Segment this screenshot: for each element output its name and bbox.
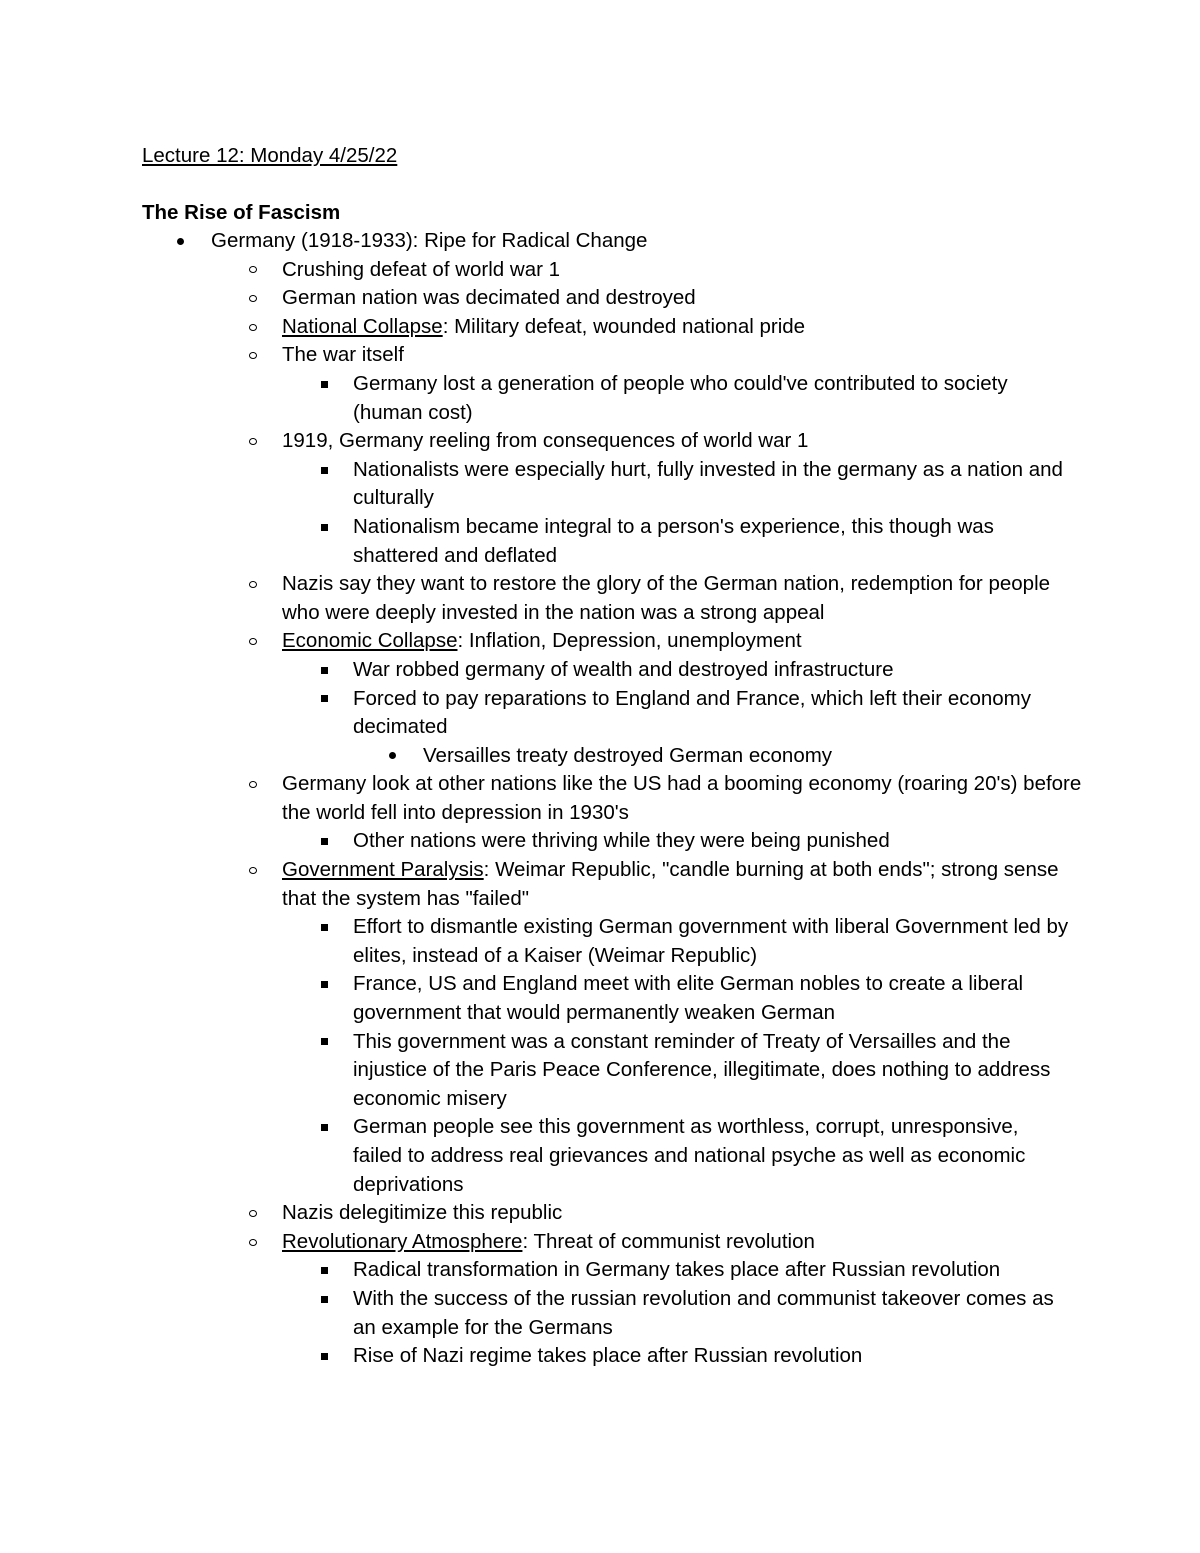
list-item: Government Paralysis: Weimar Republic, "candle burning at both ends"; strong sense that the system has "failed" [282,856,1082,913]
topic-label: Economic Collapse [282,629,458,653]
hollow-circle-bullet-icon [246,770,260,799]
hollow-circle-bullet-icon [246,570,260,599]
square-bullet-icon [317,1028,331,1057]
square-bullet-icon [317,913,331,942]
list-item: German people see this government as worthless, corrupt, unresponsive, failed to address real grievances and national psyche as well as economic deprivations [353,1113,1073,1199]
section-heading: The Rise of Fascism [142,201,341,224]
lecture-outline [0,227,1200,1371]
list-item: Versailles treaty destroyed German economy [423,742,1073,771]
list-item: Forced to pay reparations to England and France, which left their economy decimated [353,685,1073,742]
list-item: 1919, Germany reeling from consequences of world war 1 [282,427,1082,456]
filled-circle-bullet-icon [385,742,399,771]
square-bullet-icon [317,1342,331,1371]
list-item: This government was a constant reminder of Treaty of Versailles and the injustice of the Paris Peace Conference, illegitimate, does nothing to address economic misery [353,1028,1073,1114]
square-bullet-icon [317,513,331,542]
list-item: Crushing defeat of world war 1 [282,256,1082,285]
list-item: German nation was decimated and destroyed [282,284,1082,313]
square-bullet-icon [317,656,331,685]
list-item: National Collapse: Military defeat, wounded national pride [282,313,1082,342]
hollow-circle-bullet-icon [246,1199,260,1228]
list-item: Nazis say they want to restore the glory of the German nation, redemption for people who were deeply invested in the nation was a strong appeal [282,570,1082,627]
filled-circle-bullet-icon [173,227,187,256]
list-item: Radical transformation in Germany takes place after Russian revolution [353,1256,1073,1285]
hollow-circle-bullet-icon [246,1228,260,1257]
list-item: Nationalism became integral to a person's experience, this though was shattered and deflated [353,513,1073,570]
square-bullet-icon [317,970,331,999]
list-item: France, US and England meet with elite German nobles to create a liberal government that would permanently weaken German [353,970,1073,1027]
square-bullet-icon [317,1113,331,1142]
square-bullet-icon [317,1256,331,1285]
list-item: The war itself [282,341,1082,370]
topic-label: Revolutionary Atmosphere [282,1229,523,1253]
square-bullet-icon [317,685,331,714]
list-item: Germany look at other nations like the US had a booming economy (roaring 20's) before the world fell into depression in 1930's [282,770,1082,827]
list-item: Germany lost a generation of people who could've contributed to society (human cost) [353,370,1073,427]
hollow-circle-bullet-icon [246,256,260,285]
list-item: Nationalists were especially hurt, fully invested in the germany as a nation and culturally [353,456,1073,513]
lecture-heading: Lecture 12: Monday 4/25/22 [142,144,398,167]
list-item: Revolutionary Atmosphere: Threat of communist revolution [282,1228,1082,1257]
list-item: With the success of the russian revolution and communist takeover comes as an example for the Germans [353,1285,1073,1342]
square-bullet-icon [317,827,331,856]
square-bullet-icon [317,1285,331,1314]
list-item: Effort to dismantle existing German government with liberal Government led by elites, instead of a Kaiser (Weimar Republic) [353,913,1073,970]
list-item: War robbed germany of wealth and destroyed infrastructure [353,656,1073,685]
hollow-circle-bullet-icon [246,856,260,885]
hollow-circle-bullet-icon [246,627,260,656]
square-bullet-icon [317,456,331,485]
list-item: Nazis delegitimize this republic [282,1199,1082,1228]
square-bullet-icon [317,370,331,399]
list-item: Rise of Nazi regime takes place after Russian revolution [353,1342,1073,1371]
topic-label: Government Paralysis [282,858,484,882]
topic-label: National Collapse [282,314,443,338]
list-item: Economic Collapse: Inflation, Depression, unemployment [282,627,1082,656]
list-item: Other nations were thriving while they were being punished [353,827,1073,856]
hollow-circle-bullet-icon [246,341,260,370]
hollow-circle-bullet-icon [246,427,260,456]
list-item: Germany (1918-1933): Ripe for Radical Change [211,227,1091,256]
hollow-circle-bullet-icon [246,284,260,313]
hollow-circle-bullet-icon [246,313,260,342]
